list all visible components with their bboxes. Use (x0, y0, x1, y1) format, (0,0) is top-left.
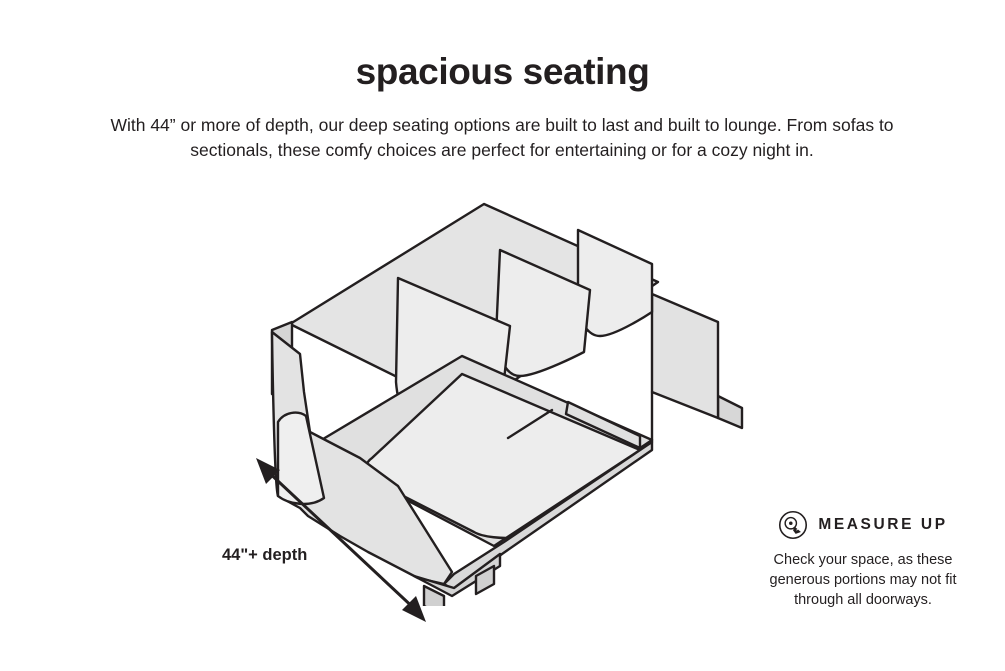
measure-up-callout (743, 510, 983, 610)
depth-label: 44"+ depth (222, 546, 308, 564)
page-subtitle: With 44” or more of depth, our deep seating options are built to last and built to lounge. From sofas to sectionals, these comfy choices are perfect for entertaining or for a cozy night in. (110, 115, 894, 161)
tape-measure-icon (778, 510, 808, 540)
measure-up-body: Check your space, as these generous portions may not fit through all doorways. (769, 552, 957, 608)
page-title: spacious seating (355, 51, 650, 92)
measure-up-title: MEASURE UP (818, 516, 948, 533)
depth-dimension-arrow (246, 450, 436, 630)
